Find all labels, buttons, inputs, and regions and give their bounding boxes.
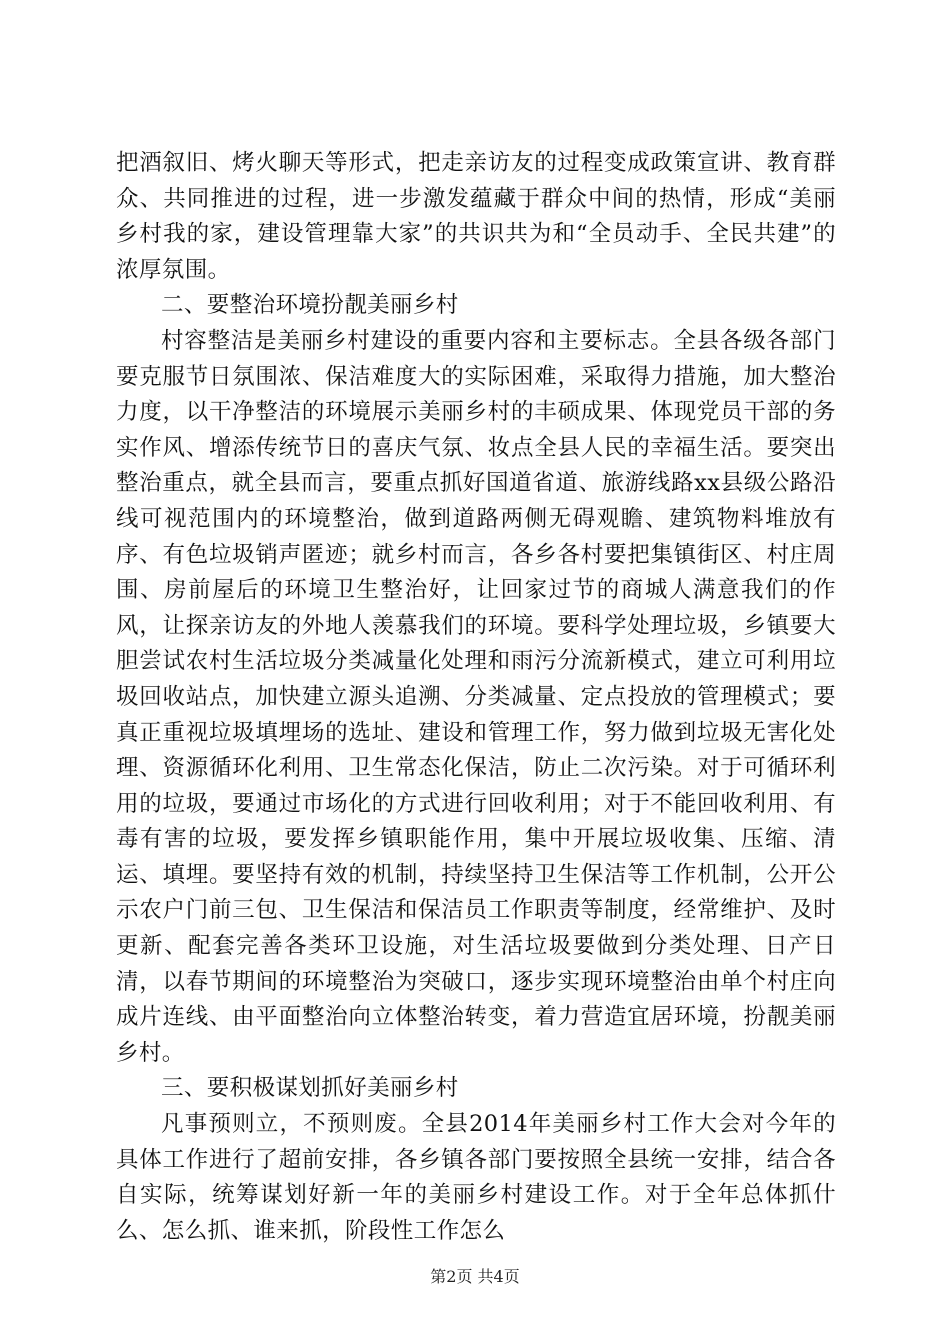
page-number-footer: 第2页 共4页 — [430, 1267, 520, 1286]
section-heading-2: 二、要整治环境扮靓美丽乡村 — [161, 292, 459, 319]
section-heading-3: 三、要积极谋划抓好美丽乡村 — [161, 1075, 459, 1102]
paragraph-section-3: 凡事预则立，不预则废。全县2014年美丽乡村工作大会对今年的具体工作进行了超前安排，各乡镇各部门要按照全县统一安排，结合各自实际，统筹谋划好新一年的美丽乡村建设工作。对于全年总体抓什么、怎么抓、谁来抓，阶段性工作怎么 — [116, 1111, 836, 1244]
paragraph-continued: 把酒叙旧、烤火聊天等形式，把走亲访友的过程变成政策宣讲、教育群众、共同推进的过程，进一步激发蕴藏于群众中间的热情，形成“美丽乡村我的家，建设管理靠大家”的共识共为和“全员动手、全民共建”的浓厚氛围。 — [116, 150, 836, 283]
document-body — [116, 146, 836, 1249]
paragraph-section-2: 村容整洁是美丽乡村建设的重要内容和主要标志。全县各级各部门要克服节日氛围浓、保洁难度大的实际困难，采取得力措施，加大整治力度，以干净整洁的环境展示美丽乡村的丰硕成果、体现党员干部的务实作风、增添传统节日的喜庆气氛、妆点全县人民的幸福生活。要突出整治重点，就全县而言，要重点抓好国道省道、旅游线路xx县级公路沿线可视范围内的环境整治，做到道路两侧无碍观瞻、建筑物料堆放有序、有色垃圾销声匿迹；就乡村而言，各乡各村要把集镇街区、村庄周围、房前屋后的环境卫生整治好，让回家过节的商城人满意我们的作风，让探亲访友的外地人羡慕我们的环境。要科学处理垃圾，乡镇要大胆尝试农村生活垃圾分类减量化处理和雨污分流新模式，建立可利用垃圾回收站点，加快建立源头追溯、分类减量、定点投放的管理模式；要真正重视垃圾填埋场的选址、建设和管理工作，努力做到垃圾无害化处理、资源循环化利用、卫生常态化保洁，防止二次污染。对于可循环利用的垃圾，要通过市场化的方式进行回收利用；对于不能回收利用、有毒有害的垃圾，要发挥乡镇职能作用，集中开展垃圾收集、压缩、清运、填埋。要坚持有效的机制，持续坚持卫生保洁等工作机制，公开公示农户门前三包、卫生保洁和保洁员工作职责等制度，经常维护、及时更新、配套完善各类环卫设施，对生活垃圾要做到分类处理、日产日清，以春节期间的环境整治为突破口，逐步实现环境整治由单个村庄向成片连线、由平面整治向立体整治转变，着力营造宜居环境，扮靓美丽乡村。 — [116, 327, 836, 1066]
